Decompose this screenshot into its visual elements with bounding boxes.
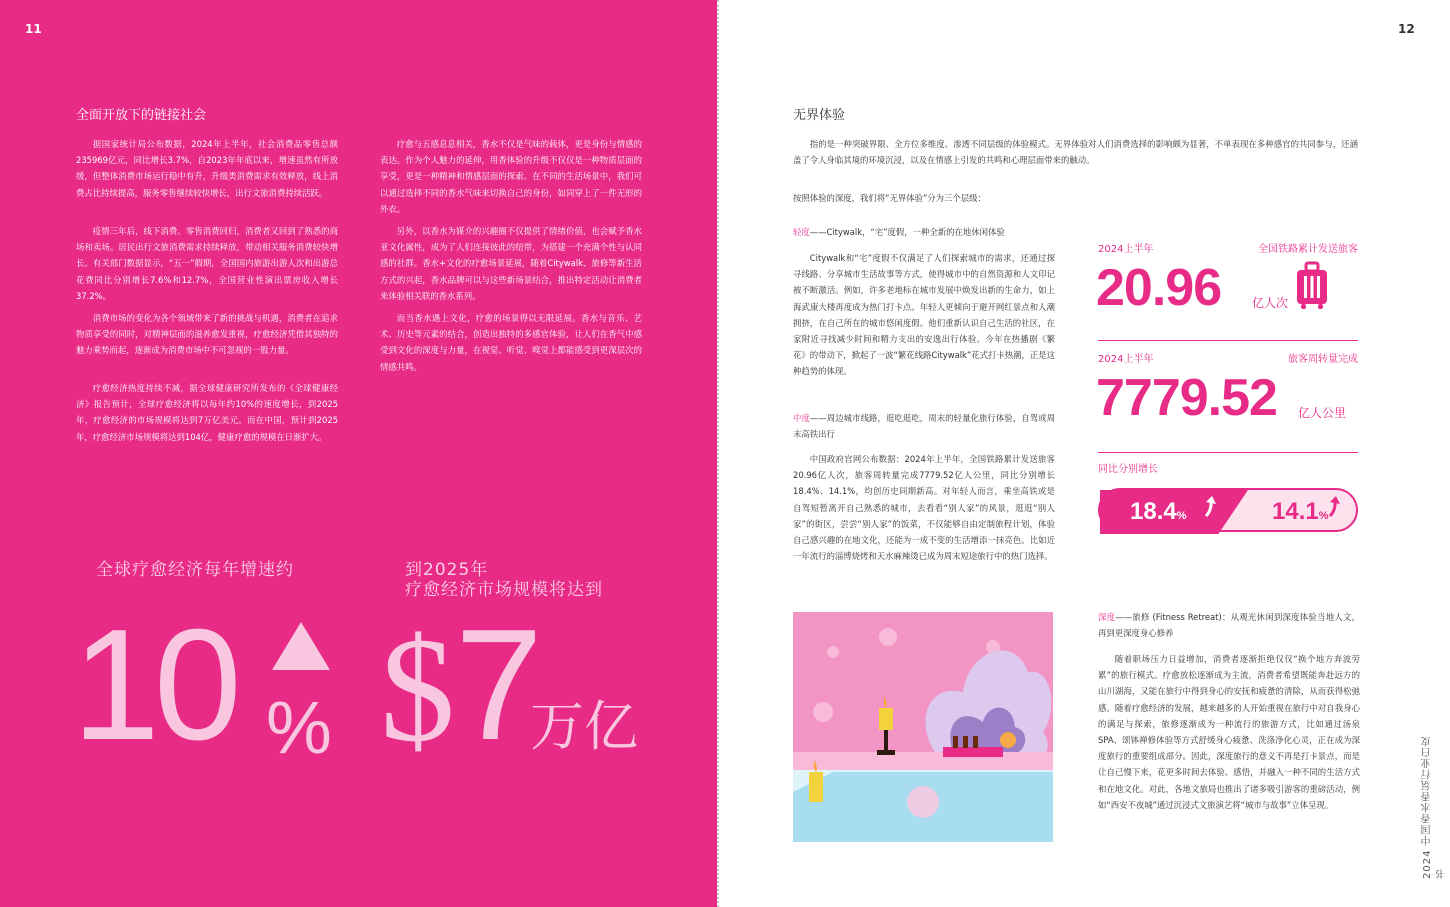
tag-medium: 中度 bbox=[793, 413, 810, 423]
tag-light: 轻度 bbox=[793, 227, 810, 237]
arrow-up-icon bbox=[1326, 496, 1342, 522]
big-percent-sign: % bbox=[266, 686, 332, 769]
tag-deep: 深度 bbox=[1098, 612, 1116, 622]
page-number-right: 12 bbox=[1398, 22, 1415, 36]
depth-intro: 按照体验的深度，我们将“无界体验”分为三个层级： bbox=[793, 193, 986, 203]
paragraph: 据国家统计局公布数据，2024年上半年，社会消费品零售总额235969亿元，同比增长3.7%，自2023年年底以来，增速虽然有所放缓，但整体消费市场运行稳中有升，升级类消费需求有效释放，线上消费占比持续提高，服务零售继续较快增长，出行文旅消费持续活跃。 bbox=[76, 139, 338, 198]
deep-heading bbox=[1098, 609, 1360, 641]
stat-label-line: 到2025年 bbox=[405, 560, 489, 580]
light-heading bbox=[793, 224, 1055, 240]
stat1-label: 全国铁路累计发送旅客 bbox=[1258, 244, 1358, 255]
section-title-left: 全面开放下的链接社会 bbox=[76, 108, 207, 123]
arrow-up-icon bbox=[1202, 496, 1218, 522]
page-divider bbox=[717, 0, 719, 907]
light-body: Citywalk和“宅”度假不仅满足了人们探索城市的需求，还通过探寻线路、分享城市生活故事等方式，使得城市中的自然资源和人文印记被不断激活。例如，许多老地标在城市发展中焕发出新的生命力，如上海武康大楼再度成为热门打卡点。年轻人更倾向于避开网红景点和人潮拥挤，在自己所在的城市悠闲度假。他们重新认识自己生活的社区，在家附近寻找减少时间和精力支出的安逸出行体验。今年在热播剧《繁花》的带动下，掀起了一波“繁花线路Citywalk”花式打卡热潮，正是这种趋势的体现。 bbox=[793, 253, 1055, 377]
intro-paragraph: 指的是一种突破界限、全方位多维度、渗透不同层级的体验模式。无界体验对人们消费选择的影响颇为显著，不单表现在多种感官的共同参与，还涵盖了令人身临其境的环境沉浸，以及在情感上引发的共鸣和心理层面带来的触动。 bbox=[793, 139, 1358, 166]
light-title: ——Citywalk，“宅”度假，一种全新的在地休闲体验 bbox=[809, 227, 1005, 237]
stat2-value: 7779.52 bbox=[1096, 369, 1277, 427]
triangle-up-icon bbox=[272, 622, 330, 670]
stat2-unit: 亿人公里 bbox=[1298, 406, 1347, 420]
growth-value-2: 14.1% bbox=[1272, 498, 1329, 525]
medium-title: ——周边城市线路，逛吃逛吃，周末的轻量化旅行体验，自驾或周末高铁出行 bbox=[793, 413, 1056, 440]
deep-body: 随着职场压力日益增加，消费者逐渐拒绝仅仅“换个地方奔波劳累”的旅行模式。疗愈放松逐渐成为主流，消费者希望既能奔赴远方的山川湖海，又能在旅行中得到身心的安抚和疲惫的清除，从而获得松弛感。随着疗愈经济的发展，越来越多的人开始重视在旅行中对自我身心的满足与探索，旅修逐渐成为一种流行的旅游方式，比如通过汤泉SPA、颂钵禅修体验等方式舒缓身心疲惫、洗涤净化心灵，正在成为深度旅行的重要组成部分。因此，深度旅行的意义不再是打卡景点，而是让自己慢下来，花更多时间去体验、感悟，并融入一种不同的生活方式和在地文化。对此，各地文旅局也推出了诸多吸引游客的重磅活动，例如“西安不夜城”通过沉浸式文旅演艺将“城市与故事”立体呈现。 bbox=[1098, 654, 1360, 810]
stat2-period: 2024上半年 bbox=[1098, 354, 1154, 365]
luggage-icon bbox=[1295, 262, 1329, 310]
paragraph: 消费市场的变化为各个领域带来了新的挑战与机遇，消费者在追求物质享受的同时，对精神层面的滋养愈发重视，疗愈经济凭借其独特的魅力乘势而起，逐渐成为消费市场中不可忽视的一股力量。 bbox=[76, 313, 338, 356]
stat1-unit: 亿人次 bbox=[1252, 296, 1289, 310]
page-number-left: 11 bbox=[25, 22, 42, 36]
section-title-right: 无界体验 bbox=[793, 108, 846, 123]
big-unit-market: 万亿 bbox=[530, 695, 638, 758]
paragraph: 疫情三年后，线下消费、零售消费回归，消费者又回到了熟悉的商场和卖场。居民出行文旅消费需求持续释放，带动相关服务消费较快增长。有关部门数据显示，“五一”假期，全国国内旅游出游人次和出游总花费同比分别增长7.6%和12.7%，全国营业性演出票房收入增长37.2%。 bbox=[76, 226, 338, 301]
right-page bbox=[720, 0, 1448, 907]
spa-illustration bbox=[793, 612, 1053, 842]
medium-body: 中国政府官网公布数据：2024年上半年，全国铁路累计发送旅客20.96亿人次，旅客周转量完成7779.52亿人公里，同比分别增长18.4%、14.1%，均创历史同期新高。对年轻人而言，乘坐高铁或是自驾短暂离开自己熟悉的城市，去看看“别人家”的风景，逛逛“别人家”的街区，尝尝“别人家”的饭菜，不仅能够自由定制旅程计划，体验自己感兴趣的在地文化，还能为一成不变的生活增添一抹亮色。比如近一年流行的淄博烧烤和天水麻辣烫已成为周末短途旅行中的热门选择。 bbox=[793, 454, 1055, 562]
growth-label: 同比分别增长 bbox=[1098, 464, 1158, 475]
growth-pill bbox=[1098, 488, 1358, 532]
growth-value-1: 18.4% bbox=[1130, 498, 1187, 525]
paragraph: 疗愈与五感息息相关，香水不仅是气味的载体，更是身份与情感的表达。作为个人魅力的延伸，用香体验的升级不仅仅是一种物质层面的享受，更是一种精神和情感层面的探索。在不同的生活场景中，我们可以通过选择不同的香水气味来切换自己的身份，如同穿上了一件无形的外衣。 bbox=[380, 139, 642, 214]
deep-title: ——旅修 (Fitness Retreat)：从观光休闲到深度体验当地人文，再到更深度身心修养 bbox=[1098, 612, 1361, 639]
big-number-market: 7 bbox=[455, 597, 543, 773]
paragraph: 疗愈经济热度持续不减，据全球健康研究所发布的《全球健康经济》报告预计，全球疗愈经济将以每年约10%的速度增长，到2025年，疗愈经济的市场规模将达到7万亿美元。而在中国，预计到2025年，疗愈经济市场规模将达到104亿，健康疗愈的规模在日渐扩大。 bbox=[76, 383, 338, 442]
stat-label-market bbox=[405, 560, 665, 600]
vertical-footer: 2024 中国香水香氛行业白皮书 bbox=[1422, 735, 1448, 879]
divider-line bbox=[1098, 452, 1358, 453]
stat2-label: 旅客周转量完成 bbox=[1288, 354, 1358, 365]
paragraph: 另外，以香水为媒介的兴趣圈不仅提供了情绪价值，也会赋予香水亚文化属性，成为了人们连接彼此的纽带，为搭建一个充满个性与认同感的社群。香水+文化的疗愈场景延展，随着Citywalk、旅修等新生活方式的兴起，香水品牌可以与这些新场景结合，推出特定活动让消费者来体验相关联的香水系列。 bbox=[380, 226, 642, 301]
left-page bbox=[0, 0, 717, 907]
stat-label-growth: 全球疗愈经济每年增速约 bbox=[96, 560, 294, 580]
stat1-value: 20.96 bbox=[1096, 259, 1222, 317]
divider-line bbox=[1098, 340, 1358, 341]
big-currency-sign: $ bbox=[380, 607, 455, 773]
stat1-period: 2024上半年 bbox=[1098, 244, 1154, 255]
big-number-growth: 10 bbox=[72, 597, 236, 773]
medium-heading bbox=[793, 410, 1055, 442]
stat-label-line: 疗愈经济市场规模将达到 bbox=[405, 580, 603, 600]
paragraph: 而当香水遇上文化，疗愈的场景得以无限延展。香水与音乐、艺术、历史等元素的结合，创造出独特的多感官体验，让人们在香气中感受到文化的深度与力量，在视觉、听觉、嗅觉上都能感受到更深层次的情感共鸣。 bbox=[380, 313, 642, 372]
